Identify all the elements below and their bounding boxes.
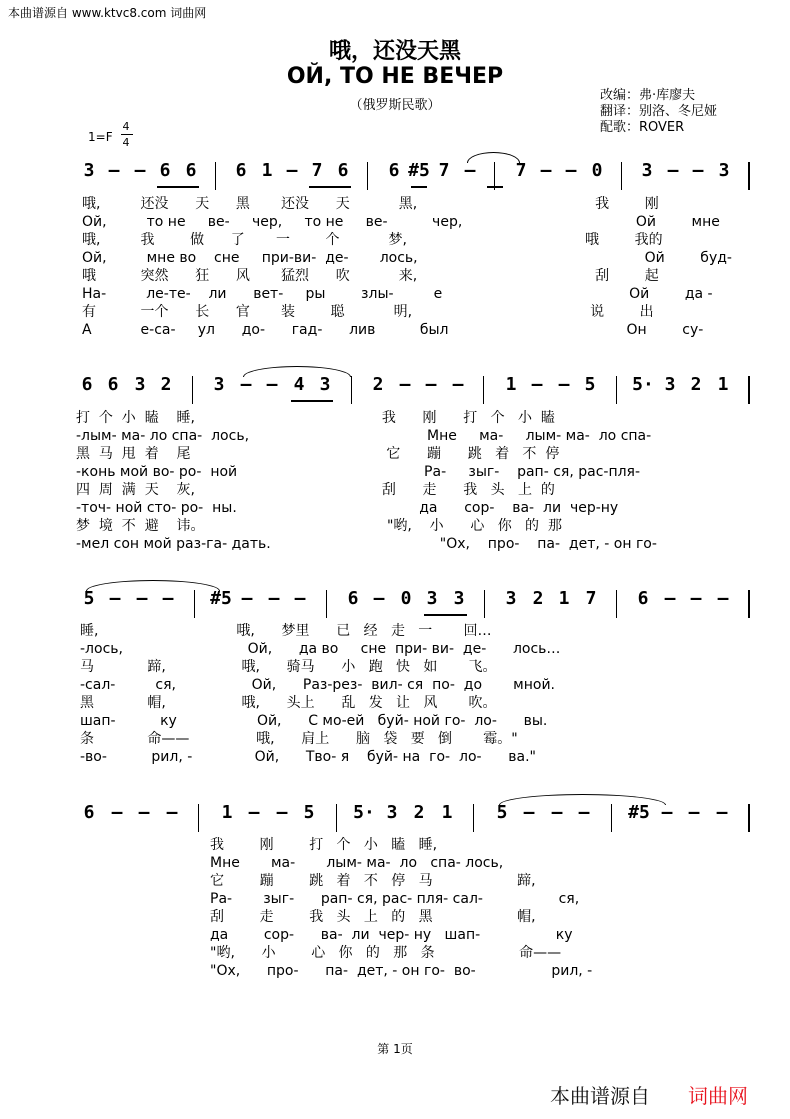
note-dash: – [248,802,260,823]
note: 1 [221,802,233,823]
tie-arc [467,152,520,163]
beam-underline [291,400,333,402]
lyric-line: -конь мой во- ро- ной Ра- зыг- рап- ся, рас-пля- [76,464,641,480]
lyric-line: шап- ку Ой, С мо-ей буй- ной го- ло- вы. [80,713,548,729]
note: 3 [641,160,653,181]
note-dash: – [452,374,464,395]
bar-line [616,376,617,404]
beam-underline [487,186,503,188]
bar-line [351,376,352,404]
bar-line [367,162,368,190]
note-dash: – [162,588,174,609]
song-subtitle: （俄罗斯民歌） [349,98,441,113]
lyric-line: -лось, Ой, да во сне при- ви- де- лось… [80,641,561,657]
note-dash: – [692,160,704,181]
lyric-line: 打 个 小 瞌 睡, 我 刚 打 个 小 瞌 [76,410,555,426]
note: 6 [637,588,649,609]
note: 1 [717,374,729,395]
bar-line [215,162,216,190]
note: 5 [303,802,315,823]
lyric-line: 刮 走 我 头 上 的 黑 帽, [210,909,536,925]
note-dash: – [661,802,673,823]
note-dash: – [690,588,702,609]
note: 3 [664,374,676,395]
page-number: 第 1页 [377,1042,413,1056]
key-signature: 1=F [88,130,113,144]
note: 5 [584,374,596,395]
song-title-ru: ОЙ, ТО НЕ ВЕЧЕР [286,64,504,89]
note: 3 [213,374,225,395]
note-dash: – [716,802,728,823]
note-dash: – [111,802,123,823]
note-dash: – [276,802,288,823]
note: 6 [388,160,400,181]
time-signature-line [121,134,133,135]
note-dash: – [425,374,437,395]
lyric-line: -мел сон мой раз-га- дать. "Ох, про- па- дет, - он го- [76,536,657,552]
lyric-line: Мне ма- лым- ма- ло спа- лось, [210,855,504,871]
note-dash: – [464,160,476,181]
bar-line [748,376,750,404]
lyric-line: 哦, 还没 天 黑 还没 天 黑, 我 刚 [82,196,659,212]
note-dash: – [531,374,543,395]
note: 0 [591,160,603,181]
note: 1 [441,802,453,823]
bar-line [198,804,199,832]
note: 3 [386,802,398,823]
song-title-cn: 哦，还没天黑 [328,39,461,64]
music-system-2 [0,374,790,414]
note: 3 [83,160,95,181]
lyric-line: 梦 境 不 避 讳。 "哟, 小 心 你 的 那 [76,518,562,534]
note: 4 [293,374,305,395]
lyric-line: Ой, то не ве- чер, то не ве- чер, Ой мне [82,214,720,230]
note: 6 [347,588,359,609]
site-header: 本曲谱源自 www.ktvc8.com 词曲网 [8,6,207,20]
lyric-line: 睡, 哦, 梦里 已 经 走 一 回… [80,623,492,639]
note: #5 [628,802,650,823]
beam-underline [411,186,427,188]
note: 2 [372,374,384,395]
time-signature-bottom: 4 [122,136,130,149]
note-dash: – [558,374,570,395]
lyric-line: 黑 帽, 哦, 头上 乱 发 让 风 吹。 [80,695,497,711]
note-dash: – [667,160,679,181]
credit-lyricist: 配歌：ROVER [600,120,685,135]
lyric-line: 条 命—— 哦, 肩上 脑 袋 要 倒 霉。" [80,731,518,747]
note: 2 [690,374,702,395]
note: 3 [426,588,438,609]
note-dash: – [241,588,253,609]
music-system-1 [0,160,790,200]
bar-line [483,376,484,404]
note-dash: – [688,802,700,823]
lyric-line: А е-са- ул до- гад- лив был Он су- [82,322,704,338]
lyric-line: -точ- ной сто- ро- ны. да сор- ва- ли чер-ну [76,500,619,516]
bar-line [326,590,327,618]
note-dash: – [134,160,146,181]
bar-line [748,590,750,618]
note: 3 [134,374,146,395]
note: 7 [311,160,323,181]
lyric-line: -сал- ся, Ой, Раз-рез- вил- ся по- до мной. [80,677,556,693]
note-dash: – [399,374,411,395]
lyric-line: "哟, 小 心 你 的 那 条 命—— [210,945,562,961]
bar-line [336,804,337,832]
note: 6 [107,374,119,395]
note-dash: – [268,588,280,609]
lyric-line: 四 周 满 天 灰, 刮 走 我 头 上 的 [76,482,555,498]
note-dash: – [138,802,150,823]
note: 5 [83,588,95,609]
note-dash: – [717,588,729,609]
note: 0 [400,588,412,609]
note: 3 [319,374,331,395]
note: 7 [585,588,597,609]
tie-arc [86,580,220,591]
lyric-line: 黑 马 甩 着 尾 它 蹦 跳 着 不 停 [76,446,560,462]
lyric-line: 它 蹦 跳 着 不 停 马 蹄, [210,873,536,889]
note-dash: – [108,160,120,181]
lyric-line: На- ле-те- ли вет- ры злы- е Ой да - [82,286,713,302]
lyric-line: Ой, мне во сне при-ви- де- лось, Ой буд- [82,250,732,266]
note-dash: – [240,374,252,395]
note: 1 [505,374,517,395]
note: 6 [337,160,349,181]
beam-underline [157,186,199,188]
note: 6 [185,160,197,181]
note: 6 [81,374,93,395]
note-dash: – [136,588,148,609]
lyric-line: "Ох, про- па- дет, - он го- во- рил, - [210,963,593,979]
note: 6 [159,160,171,181]
lyric-line: 哦 突然 狂 风 猛烈 吹 来, 刮 起 [82,268,659,284]
note-dash: – [578,802,590,823]
note: 5 [496,802,508,823]
tie-arc [243,366,351,377]
note: 3 [505,588,517,609]
note-dash: – [286,160,298,181]
note: 1 [261,160,273,181]
beam-underline [309,186,351,188]
note: 2 [413,802,425,823]
note: 7 [515,160,527,181]
lyric-line: да сор- ва- ли чер- ну шап- ку [210,927,573,943]
bar-line [473,804,474,832]
note-dash: – [109,588,121,609]
note: 7 [438,160,450,181]
note-dash: – [664,588,676,609]
note-dash: – [294,588,306,609]
brand-site-name: 词曲网 [688,1084,748,1108]
note: #5 [408,160,430,181]
brand-text: 本曲谱源自 [550,1084,650,1108]
note: 2 [160,374,172,395]
note-dash: – [540,160,552,181]
lyric-line: -лым- ма- ло спа- лось, Мне ма- лым- ма- ло спа- [76,428,652,444]
note: 3 [718,160,730,181]
bar-line [621,162,622,190]
lyric-line: 马 蹄, 哦, 骑马 小 跑 快 如 飞。 [80,659,497,675]
bar-line [611,804,612,832]
lyric-line: 我 刚 打 个 小 瞌 睡, [210,837,438,853]
note: 2 [532,588,544,609]
bar-line [748,162,750,190]
note: #5 [210,588,232,609]
note-dash: – [166,802,178,823]
lyric-line: 有 一个 长 官 装 聪 明, 说 出 [82,304,654,320]
bar-line [194,590,195,618]
note: 6 [235,160,247,181]
bar-line [748,804,750,832]
credit-arranger: 改编：弗·库廖夫 [600,88,696,103]
tie-arc [499,794,666,805]
note: 5· [353,802,375,823]
time-signature-top: 4 [122,120,130,133]
bar-line [484,590,485,618]
note-dash: – [373,588,385,609]
note-dash: – [523,802,535,823]
lyric-line: Ра- зыг- рап- ся, рас- пля- сал- ся, [210,891,580,907]
note-dash: – [266,374,278,395]
note-dash: – [565,160,577,181]
note: 6 [83,802,95,823]
note: 3 [453,588,465,609]
credit-translator: 翻译：别洛、冬尼娅 [600,104,718,119]
beam-underline [424,614,467,616]
note: 5· [632,374,654,395]
bar-line [192,376,193,404]
note: 1 [558,588,570,609]
note-dash: – [551,802,563,823]
bar-line [616,590,617,618]
credits [600,88,717,136]
lyric-line: -во- рил, - Ой, Тво- я буй- на го- ло- ва." [80,749,536,765]
lyric-line: 哦, 我 做 了 一 个 梦, 哦 我的 [82,232,663,248]
